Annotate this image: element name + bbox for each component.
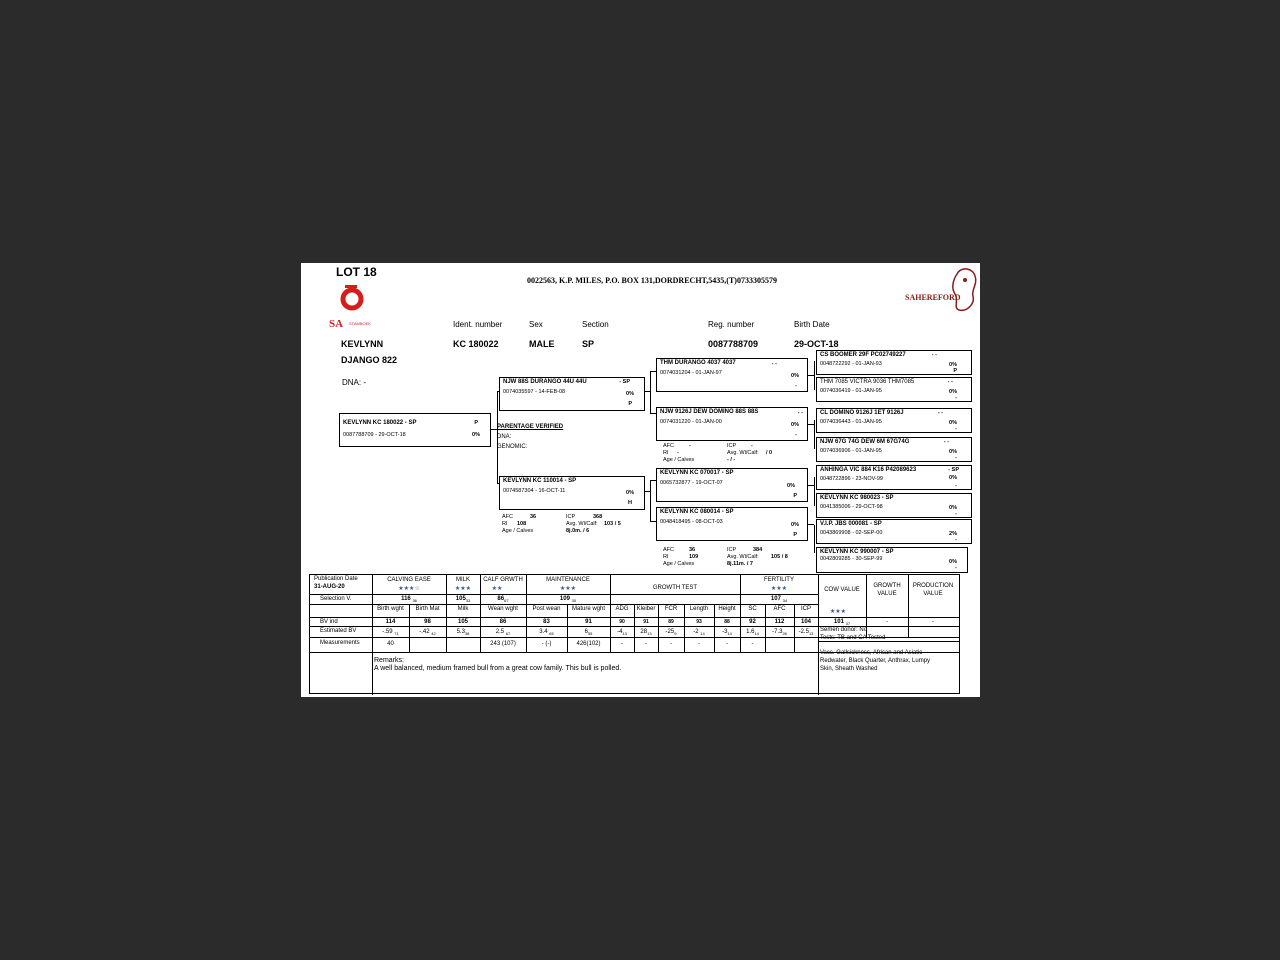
bv-birth-mat: 98 — [424, 619, 431, 625]
dam-afc-label: AFC — [502, 514, 513, 520]
grandparent-box-4 — [656, 507, 808, 541]
dam-detail: 0074587304 - 16-OCT-11 — [503, 488, 566, 494]
gp1-section: - - — [771, 361, 777, 367]
meas-height: - — [726, 641, 728, 647]
ebv-birth-wght: -.59 — [382, 629, 393, 635]
ggp4-detail: 0074036906 - 01-JAN-95 — [820, 448, 882, 454]
ebv-height-acc: 14 — [727, 631, 732, 637]
dam-avg: 103 / 5 — [604, 521, 621, 527]
bv-afc: 112 — [774, 619, 785, 625]
ggp-box-1 — [816, 350, 972, 375]
section-label: Section — [582, 320, 609, 329]
bv-post-wean: 83 — [543, 619, 550, 625]
ebv-length-acc: 14 — [700, 631, 705, 637]
logo-small-text: STAMBOEK — [349, 321, 371, 326]
ebv-icp-acc: 13 — [808, 631, 814, 637]
ggp-box-8 — [816, 547, 968, 573]
bv-label: BV ind — [320, 619, 338, 625]
group-production-value: PRODUCTION VALUE — [912, 583, 954, 597]
gp4-ri: 109 — [689, 554, 699, 560]
bv-fcr: 89 — [668, 619, 674, 625]
ggp6-detail: 0041385006 - 29-OCT-98 — [820, 504, 883, 510]
group-growth-value: GROWTH VALUE — [873, 583, 901, 597]
ggp1-pct: 0% — [949, 362, 957, 368]
gp2-title: NJW 9126J DEW DOMINO 88S 88S — [660, 409, 759, 415]
ggp7-title: V.I.P. JBS 000081 - SP — [820, 521, 882, 527]
ggp7-pct: 2% — [949, 531, 957, 537]
group-maintenance: MAINTENANCE — [546, 577, 590, 583]
gp4-detail: 0048418495 - 08-OCT-03 — [660, 519, 723, 525]
ebv-mature-wght-acc: 55 — [587, 631, 593, 637]
animal-box — [339, 413, 491, 447]
ggp7-detail: 0043869908 - 02-SEP-00 — [820, 530, 883, 536]
ebv-kleiber-acc: 13 — [647, 631, 652, 637]
grandparent-box-2 — [656, 407, 808, 441]
col-height: Height — [718, 606, 736, 612]
animal-name-1: KEVLYNN — [341, 339, 384, 349]
dam-icp-label: ICP — [566, 514, 576, 520]
reg-label: Reg. number — [708, 320, 755, 329]
selection-milk-acc: 33 — [465, 598, 471, 604]
ggp1-title: CS BOOMER 29F PC02749227 — [820, 352, 906, 358]
ebv-birth-mat-acc: 42 — [431, 631, 436, 637]
gp1-flag: - — [795, 383, 797, 389]
measurements-label: Measurements — [320, 640, 360, 646]
ggp2-flag: - — [955, 395, 957, 401]
parentage-verified: PARENTAGE VERIFIED — [497, 424, 564, 430]
gp4-afc-label: AFC — [663, 547, 674, 553]
ggp-box-2 — [816, 377, 972, 402]
ebv-afc-acc: 26 — [782, 631, 787, 637]
ggp6-flag: - — [955, 511, 957, 517]
cow-value-acc: 37 — [845, 621, 851, 627]
gp2-icp-label: ICP — [727, 443, 737, 449]
col-fcr: FCR — [664, 606, 678, 612]
meas-fcr: - — [670, 641, 672, 647]
dam-title: KEVLYNN KC 110014 - SP — [503, 478, 577, 484]
gp3-detail: 0065732877 - 19-OCT-07 — [660, 480, 723, 486]
ident-value: KC 180022 — [453, 339, 499, 349]
animal-box-title: KEVLYNN KC 180022 - SP — [343, 420, 417, 426]
gp4-avg-label: Avg. Wl/Calf: — [727, 554, 759, 560]
parentage-dna: DNA: — [497, 434, 512, 440]
bv-adg: 90 — [619, 619, 625, 625]
ggp1-flag: P — [953, 368, 957, 374]
gp4-avg: 105 / 8 — [771, 554, 788, 560]
selection-fertility-acc: 34 — [782, 598, 788, 604]
bv-icp: 104 — [800, 619, 811, 625]
col-milk: Milk — [457, 606, 469, 612]
sex-label: Sex — [529, 320, 543, 329]
ebv-milk: 5.3 — [456, 629, 465, 635]
sire-section: - SP — [619, 379, 630, 385]
ebv-sc: 1.6 — [746, 629, 755, 635]
gp2-ri: - — [677, 450, 679, 456]
ggp-box-7 — [816, 519, 972, 544]
production-value: - — [932, 619, 934, 625]
gp2-ri-label: RI — [663, 450, 669, 456]
sire-box — [499, 377, 645, 411]
ebv-birth-mat: -.42 — [419, 629, 430, 635]
logo-sa-text: SA — [329, 318, 344, 330]
gp2-section: - - — [797, 410, 803, 416]
calving-ease-stars: ★★★☆ — [398, 586, 420, 592]
animal-box-flag: P — [474, 420, 478, 426]
section-value: SP — [582, 339, 595, 349]
meas-sc: - — [751, 641, 754, 647]
ggp8-pct: 0% — [949, 559, 957, 565]
ggp-box-3 — [816, 408, 972, 433]
selection-calving-ease-acc: 36 — [412, 598, 417, 604]
col-adg: ADG — [615, 606, 629, 612]
ggp1-section: - - — [931, 352, 937, 358]
breeder-info: 0022563, K.P. MILES, P.O. BOX 131,DORDRECHT,5435,(T)0733305579 — [527, 276, 777, 285]
meas-adg: - — [621, 641, 623, 647]
ebv-length: -2 — [693, 629, 699, 635]
ebv-post-wean-acc: 65 — [549, 631, 554, 637]
ebv-label: Estimated BV — [320, 628, 357, 634]
sire-detail: 0074035597 - 14-FEB-08 — [503, 389, 566, 395]
animal-name-2: DJANGO 822 — [341, 355, 398, 365]
bv-kleiber: 91 — [643, 619, 649, 625]
sire-pct: 0% — [626, 391, 634, 397]
ggp3-flag: - — [955, 426, 957, 432]
catalogue-page — [301, 263, 980, 697]
ebv-mature-wght: 6 — [584, 629, 588, 635]
grandparent-box-3 — [656, 468, 808, 502]
ebv-wean-wght-acc: 67 — [505, 631, 511, 637]
vaccinations-2: Redwater, Black Quarter, Anthrax, Lumpy — [820, 658, 931, 664]
animal-box-pct: 0% — [472, 432, 480, 438]
gp1-pct: 0% — [791, 373, 799, 379]
bv-birth-wght: 114 — [385, 619, 396, 625]
tests: Tests: TB and CA Tested — [820, 635, 886, 641]
birth-label: Birth Date — [794, 320, 830, 329]
ebv-kleiber: 28 — [640, 629, 648, 635]
fertility-stars: ★★★ — [770, 586, 788, 592]
selection-calf-growth-acc: 67 — [504, 598, 509, 604]
ggp5-section: - SP — [948, 467, 959, 473]
group-fertility: FERTILITY — [764, 577, 794, 583]
meas-birth-wght: 40 — [387, 641, 394, 647]
ggp1-detail: 0048722292 - 01-JAN-93 — [820, 361, 882, 367]
selection-calving-ease: 116 — [401, 596, 411, 602]
bv-height: 88 — [724, 619, 730, 625]
gp4-icp-label: ICP — [727, 547, 737, 553]
ggp-box-4 — [816, 437, 972, 462]
ggp8-title: KEVLYNN KC 990007 - SP — [820, 549, 894, 555]
gp4-afc: 36 — [689, 547, 696, 553]
calf-growth-stars: ★★ — [491, 586, 503, 592]
dam-ri: 108 — [517, 521, 527, 527]
gp2-avg: / 0 — [766, 450, 773, 456]
maintenance-stars: ★★★ — [559, 586, 577, 592]
stud-book-logo — [337, 282, 369, 319]
gp2-afc: - — [689, 443, 691, 449]
grandparent-box-1 — [656, 358, 808, 392]
ggp6-pct: 0% — [949, 505, 957, 511]
ggp4-section: - - — [943, 439, 949, 445]
ggp4-title: NJW 67G 74G DEW 6M 67G74G — [820, 439, 910, 445]
col-kleiber: Kleiber — [636, 606, 656, 612]
ebv-sc-acc: 14 — [754, 631, 759, 637]
ggp8-flag: - — [955, 565, 957, 571]
col-icp: ICP — [800, 606, 811, 612]
selection-milk: 105 — [455, 596, 466, 602]
milk-stars: ★★★ — [454, 586, 472, 592]
col-afc: AFC — [773, 606, 786, 612]
dam-avg-label: Avg. Wl/Calf: — [566, 521, 598, 527]
gp4-flag: P — [793, 532, 797, 538]
reg-value: 0087788709 — [708, 339, 759, 349]
meas-kleiber: - — [645, 641, 647, 647]
gp4-age-label: Age / Calves — [663, 561, 695, 567]
gp2-avg-label: Avg. Wl/Calf: — [727, 450, 759, 456]
sire-title: NJW 88S DURANGO 44U 44U — [503, 379, 587, 385]
col-wean-wght: Wean wght — [488, 606, 518, 612]
ggp3-detail: 0074036443 - 01-JAN-95 — [820, 419, 882, 425]
ggp2-pct: 0% — [949, 389, 957, 395]
dam-afc: 36 — [530, 514, 537, 520]
gp1-title: THM DURANGO 4037 4037 — [660, 360, 736, 366]
selection-fertility: 107 — [770, 596, 781, 602]
birth-value: 29-OCT-18 — [794, 339, 839, 349]
ggp3-title: CL DOMINO 9126J 1ET 9126J — [820, 410, 904, 416]
group-calf-growth: CALF GRWTH — [483, 577, 523, 583]
bv-length: 93 — [696, 619, 702, 625]
col-birth-mat: Birth Mat — [415, 606, 440, 612]
col-sc: SC — [748, 606, 757, 612]
semen-donor: Semen donor: No — [820, 627, 868, 633]
dna-value: DNA: - — [342, 378, 366, 387]
remarks-text: A well balanced, medium framed bull from a great cow family. This bull is polled. — [374, 665, 622, 672]
ggp-box-6 — [816, 493, 972, 518]
gp3-pct: 0% — [787, 483, 795, 489]
ebv-adg-acc: 13 — [622, 631, 627, 637]
ggp8-detail: 0042809285 - 30-SEP-99 — [820, 556, 883, 562]
gp4-title: KEVLYNN KC 080014 - SP — [660, 509, 734, 515]
ebv-afc: -7.3 — [772, 629, 783, 635]
ggp4-flag: - — [955, 455, 957, 461]
ggp3-section: - - — [937, 410, 943, 416]
ggp6-title: KEVLYNN KC 980023 - SP — [820, 495, 894, 501]
breeding-values-table — [309, 574, 960, 694]
ebv-milk-acc: 38 — [464, 631, 470, 637]
vaccinations-1: Vacc. Gallsickness, African and Asiatic — [820, 650, 923, 656]
vaccinations-3: Skin, Sheath Washed — [820, 666, 878, 672]
publication-date-label: Publication Date — [314, 576, 358, 582]
gp4-ri-label: RI — [663, 554, 669, 560]
selection-maintenance: 109 — [559, 596, 570, 602]
col-birth-wght: Birth wght — [377, 606, 404, 612]
ebv-wean-wght: 2.5 — [495, 629, 505, 635]
ebv-icp: -2.5 — [798, 629, 809, 635]
group-growth-test: GROWTH TEST — [652, 585, 698, 591]
gp2-icp: - — [751, 443, 753, 449]
gp1-detail: 0074031204 - 01-JAN-97 — [660, 370, 722, 376]
gp4-age: 8j.11m. / 7 — [727, 561, 753, 567]
gp4-icp: 384 — [753, 547, 763, 553]
dam-icp: 368 — [593, 514, 603, 520]
ggp5-flag: - — [955, 483, 957, 489]
col-post-wean: Post wean — [532, 606, 561, 612]
group-milk: MILK — [455, 577, 470, 583]
sire-flag: P — [628, 401, 632, 407]
bv-wean-wght: 86 — [499, 619, 507, 625]
ebv-fcr: -25 — [665, 629, 675, 635]
meas-post-wean: - (-) — [541, 641, 552, 647]
remarks-label: Remarks: — [374, 657, 404, 664]
ggp2-detail: 0074036419 - 01-JAN-95 — [820, 388, 882, 394]
lot-number: LOT 18 — [336, 265, 377, 279]
gp2-age-label: Age / Calves — [663, 457, 695, 463]
dam-box — [499, 476, 645, 510]
sex-value: MALE — [529, 339, 555, 349]
ggp5-detail: 0048722896 - 23-NOV-99 — [820, 476, 883, 482]
ebv-birth-wght-acc: 71 — [394, 631, 399, 637]
animal-box-detail: 0087788709 - 29-OCT-18 — [343, 432, 406, 438]
ebv-adg: -4 — [617, 629, 623, 635]
dam-pct: 0% — [626, 490, 634, 496]
group-cow-value: COW VALUE — [824, 587, 860, 593]
bv-mature-wght: 91 — [585, 619, 592, 625]
ggp4-pct: 0% — [949, 449, 957, 455]
gp2-detail: 0074031220 - 01-JAN-00 — [660, 419, 722, 425]
meas-mature-wght: 426(102) — [576, 641, 601, 647]
ggp3-pct: 0% — [949, 420, 957, 426]
ggp2-title: THM 7085 VICTRA 9036 THM7085 — [820, 379, 915, 385]
ggp-box-5 — [816, 465, 972, 490]
gp2-pct: 0% — [791, 422, 799, 428]
bv-milk: 105 — [457, 619, 468, 625]
logo-hereford-text: SAHEREFORD — [905, 293, 961, 302]
parentage-genomic: GENOMIC: — [497, 444, 528, 450]
selection-calf-growth: 86 — [497, 596, 505, 602]
meas-wean-wght: 243 (107) — [490, 641, 516, 647]
ggp5-title: ANHINGA VIC 884 K16 P42089623 — [820, 467, 917, 473]
col-length: Length — [689, 606, 709, 612]
bv-sc: 92 — [749, 619, 756, 625]
ebv-height: -3 — [722, 629, 728, 635]
gp4-pct: 0% — [791, 522, 799, 528]
ggp2-section: - - — [947, 379, 953, 385]
ebv-fcr-acc: 9 — [674, 631, 677, 637]
publication-date: 31-AUG-20 — [314, 584, 345, 590]
dam-age-label: Age / Calves — [502, 528, 534, 534]
ggp7-flag: - — [955, 537, 957, 543]
gp3-title: KEVLYNN KC 070017 - SP — [660, 470, 734, 476]
growth-value: - — [886, 619, 888, 625]
gp2-age: - / - — [727, 457, 736, 463]
dam-flag: H — [628, 500, 632, 506]
ebv-post-wean: 3.4 — [539, 629, 548, 635]
meas-length: - — [698, 641, 700, 647]
dam-age: 8j.0m. / 6 — [566, 528, 590, 534]
ident-label: Ident. number — [453, 320, 503, 329]
cow-value-stars: ★★★ — [829, 609, 847, 615]
dam-ri-label: RI — [502, 521, 508, 527]
cow-value: 101 — [833, 619, 844, 625]
gp3-flag: P — [793, 493, 797, 499]
selection-label: Selection V. — [320, 596, 352, 602]
selection-maintenance-acc: 30 — [571, 598, 577, 604]
ggp5-pct: 0% — [949, 475, 957, 481]
group-calving-ease: CALVING EASE — [387, 577, 431, 583]
gp2-afc-label: AFC — [663, 443, 674, 449]
col-mature-wght: Mature wght — [571, 606, 605, 612]
gp2-flag: - — [795, 432, 797, 438]
